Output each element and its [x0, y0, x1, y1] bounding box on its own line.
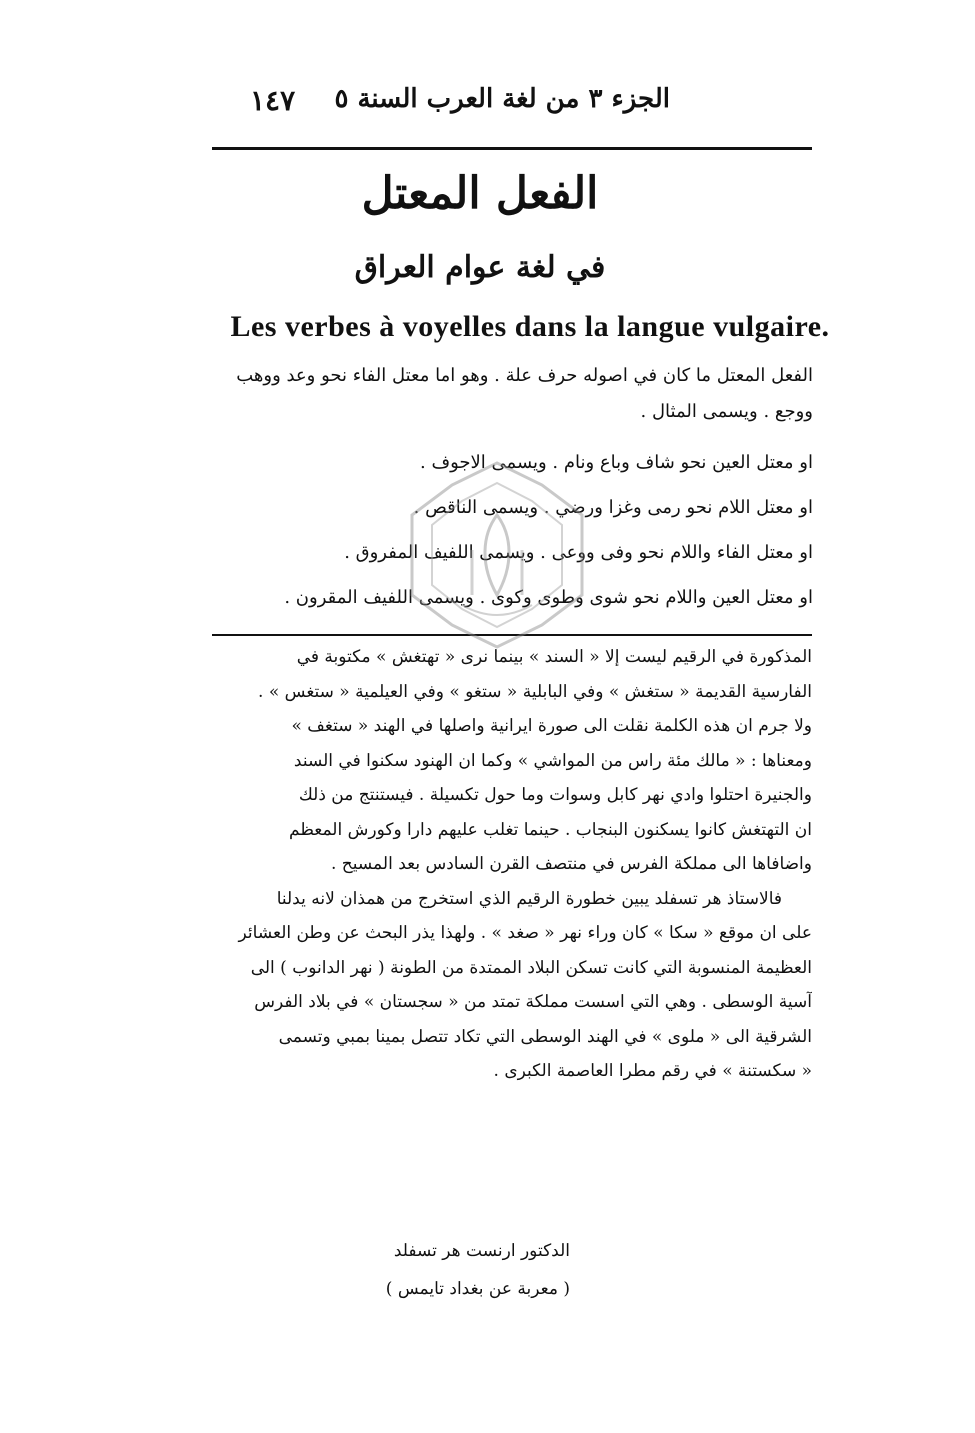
footnote-line: المذكورة في الرقيم ليست إلا « السند » بينما نرى « تهتغش » مكتوبة في [296, 647, 812, 667]
footnote-line: « سكستنة » في رقم مطرا العاصمة الكبرى . [493, 1061, 812, 1081]
footnote-line: والجنيرة احتلوا وادي نهر كابل وسوات وما حول تكسيلة . فيستنتج من ذلك [298, 785, 812, 805]
intro-paragraph: الفعل المعتل ما كان في اصوله حرف علة . وهو اما معتل الفاء نحو وعد ووهب ووجع . ويسمى المثال . [236, 365, 813, 422]
footnote-block [210, 640, 812, 1089]
list-item: او معتل العين واللام نحو شوى وطوى وكوى . ويسمى اللفيف المقرون . [284, 587, 813, 608]
article-subtitle: في لغة عوام العراق [354, 250, 606, 285]
article-title: الفعل المعتل [361, 168, 599, 219]
page-number: ١٤٧ [250, 84, 296, 117]
footnote-line: فالاستاذ هر تسفلد يبين خطورة الرقيم الذي استخرج من همذان لانه يدلنا [276, 888, 782, 909]
footnote-line: على ان موقع « سكا » كان وراء نهر « صغد » . ولهذا يذر البحث عن وطن العشائر [238, 923, 812, 943]
header-divider [212, 147, 812, 150]
translation-note: ( معربة عن بغداد تايمس ) [385, 1279, 570, 1299]
signature-block [270, 1232, 570, 1308]
journal-issue-title: الجزء ٣ من لغة العرب السنة ٥ [334, 84, 670, 114]
footnote-line: ان التهتغش كانوا يسكنون البنجاب . حينما تغلب عليهم دارا وكورش المعظم [289, 819, 812, 840]
author-name: الدكتور ارنست هر تسفلد [393, 1241, 570, 1261]
footnote-line: العظيمة المنسوبة التي كانت تسكن البلاد الممتدة من الطونة ( نهر الدانوب ) الى [250, 957, 812, 978]
footnote-divider [212, 634, 812, 636]
footnote-line: الشرقية الى « ملوى » في الهند الوسطى التي تكاد تتصل بمينا بمبي وتسمى [278, 1026, 812, 1047]
verb-types-list [250, 440, 813, 620]
footnote-line: ولا جرم ان هذه الكلمة نقلت الى صورة ايرانية واصلها في الهند « ستغف » [291, 716, 812, 736]
list-item: او معتل العين نحو شاف وباع ونام . ويسمى الاجوف . [420, 452, 813, 473]
list-item: او معتل اللام نحو رمى وغزا ورضي . ويسمى الناقص . [413, 497, 813, 518]
footnote-line: الفارسية القديمة « ستغش » وفي البابلية « ستغو » وفي العيلمية « ستغس » . [258, 681, 812, 702]
footnote-line: ومعناها : « مالك مئة راس من المواشي » وكما ان الهنود سكنوا في السند [293, 750, 812, 771]
list-item: او معتل الفاء واللام نحو وفى ووعى . ويسمى اللفيف المفروق . [344, 542, 813, 563]
running-header [250, 62, 670, 122]
footnote-line: واضافاها الى مملكة الفرس في منتصف القرن السادس بعد المسيح . [330, 854, 812, 874]
footnote-line: آسية الوسطى . وهي التي اسست مملكة تمتد من « سجستان » في بلاد الفرس [254, 992, 812, 1012]
french-title: Les verbes à voyelles dans la langue vulgaire. [230, 310, 830, 343]
